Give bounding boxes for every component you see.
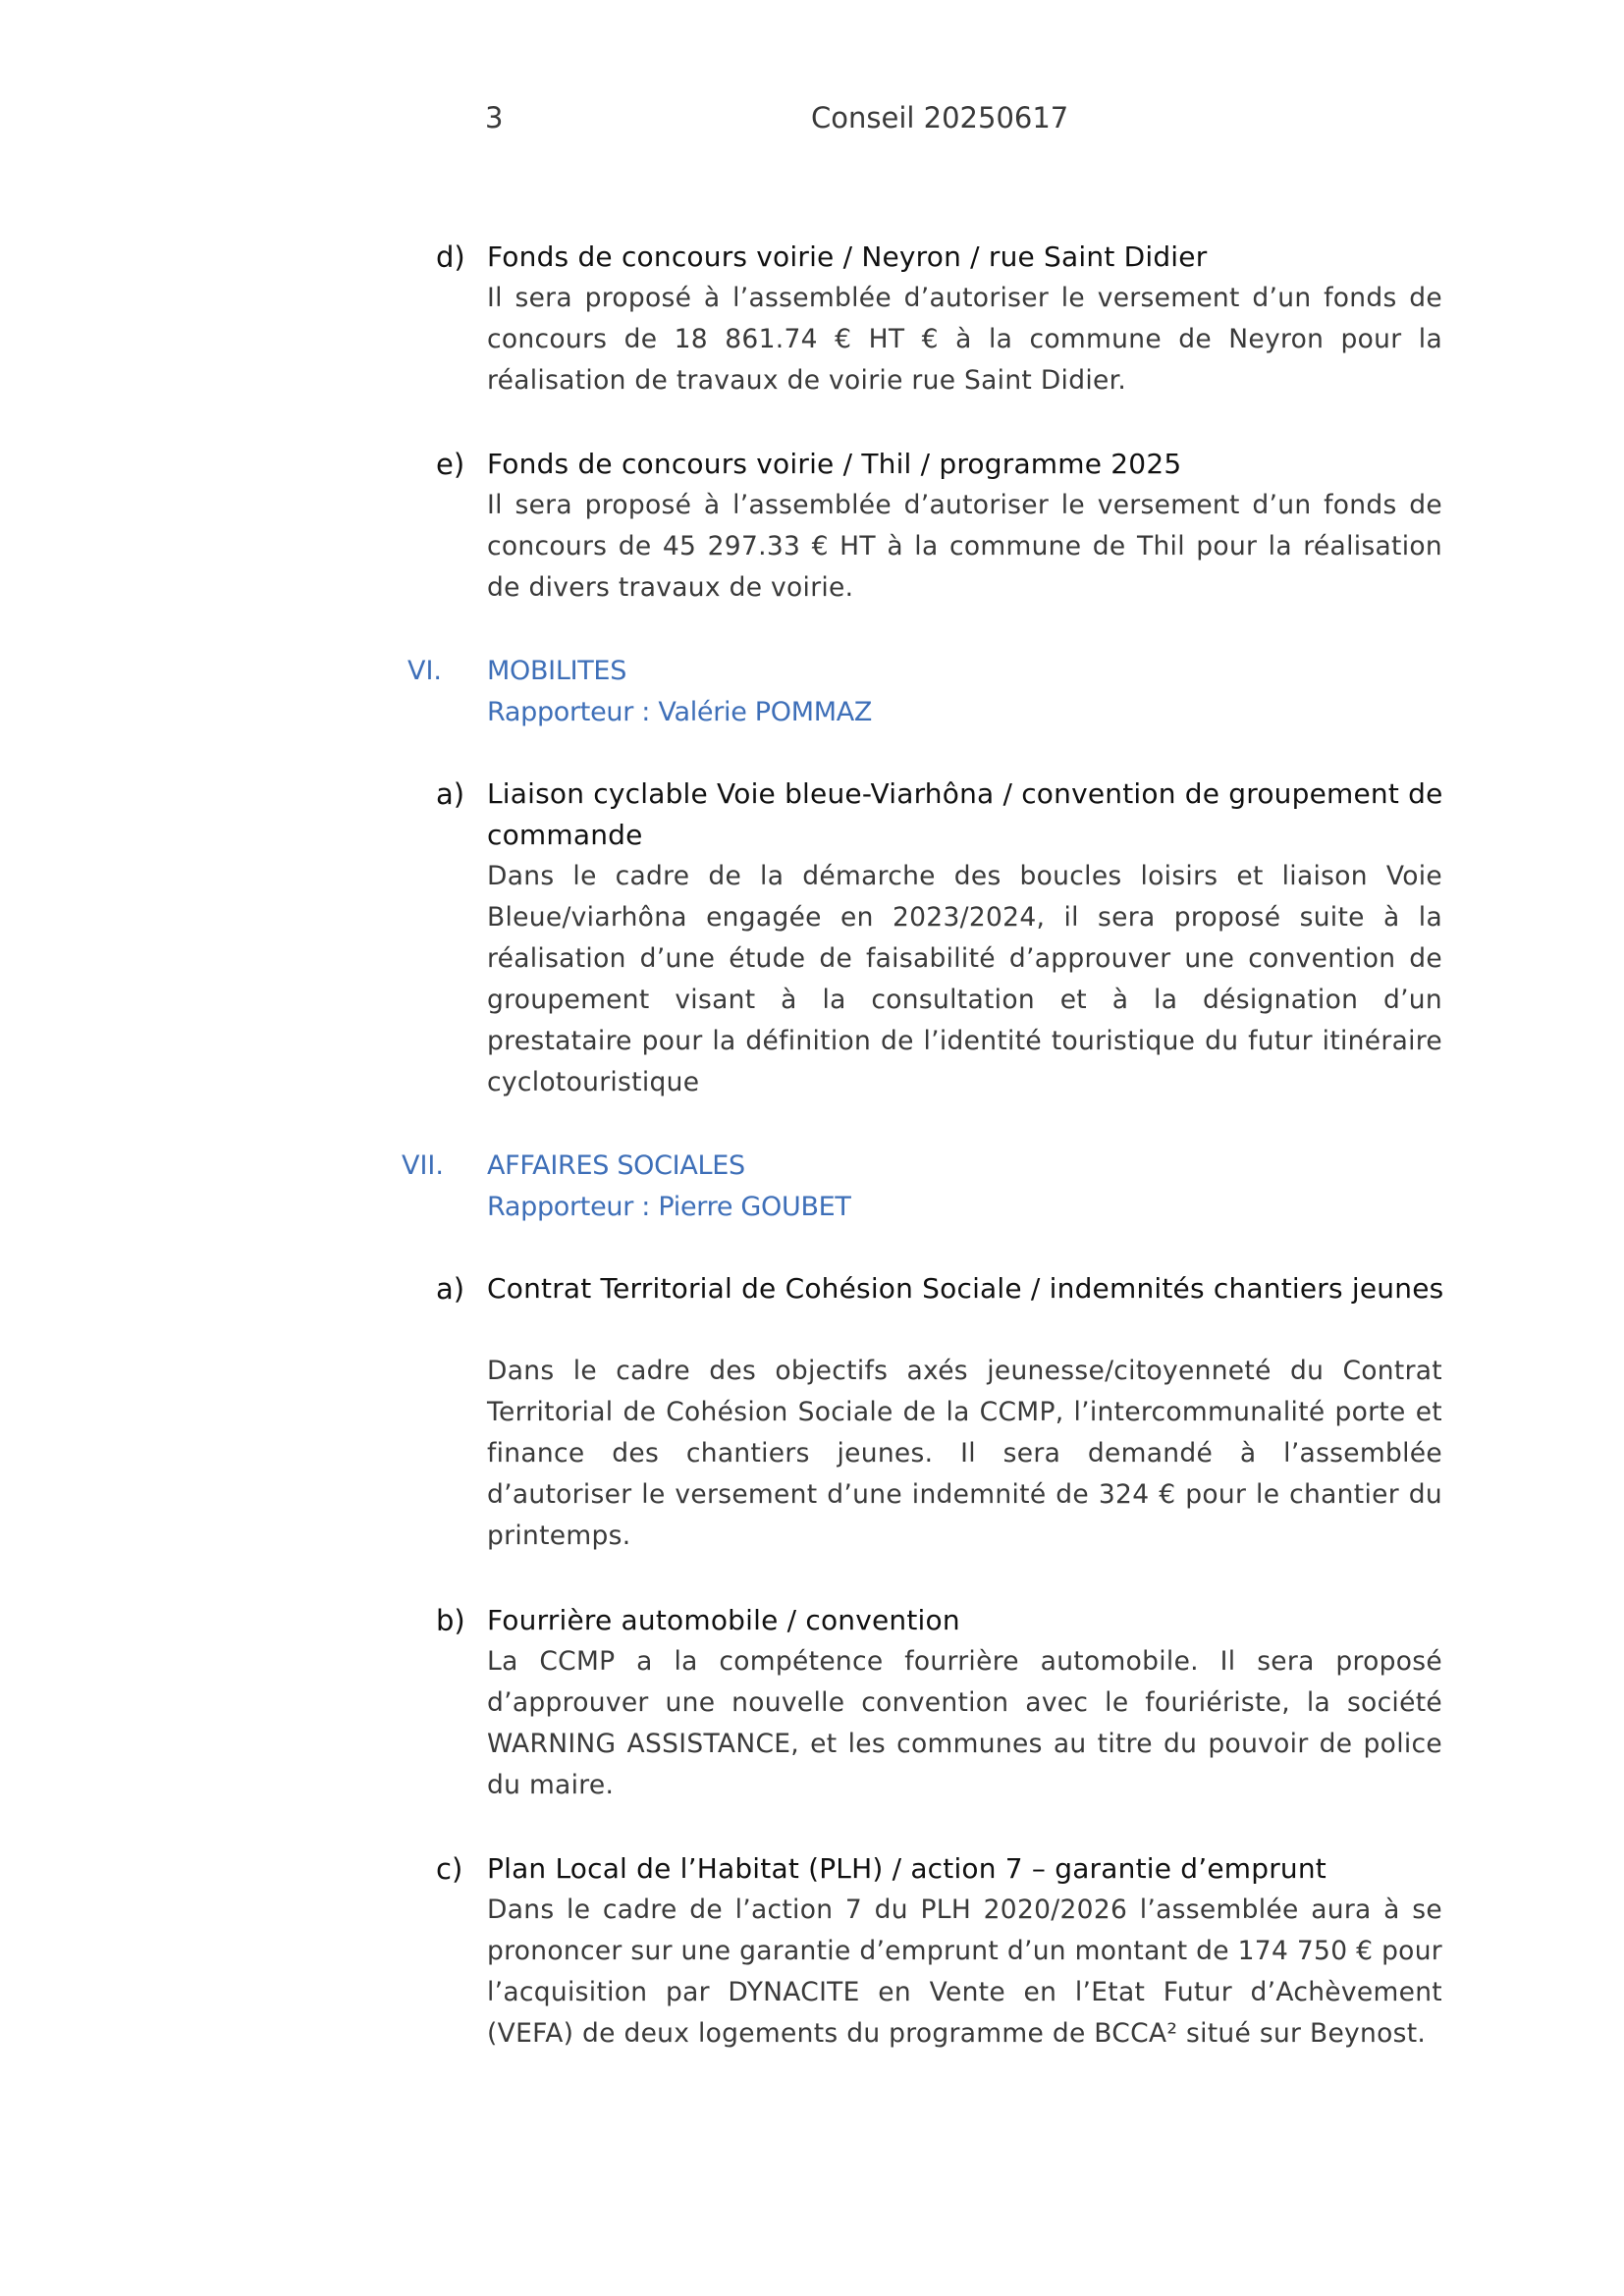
section-rapporteur: Rapporteur : Valérie POMMAZ (487, 697, 873, 727)
item-letter: b) (436, 1604, 465, 1637)
item-letter: d) (436, 240, 465, 274)
item-title: Liaison cyclable Voie bleue-Viarhôna / convention de groupement de commande (487, 777, 1443, 851)
item-title: Contrat Territorial de Cohésion Sociale / indemnités chantiers jeunes (487, 1272, 1444, 1305)
item-body: Dans le cadre de la démarche des boucles loisirs et liaison Voie Bleue/viarhôna engagée en 2023/2024, il sera proposé suite à la réalisation d’une étude de faisabilité d’approuver une convention de groupement visant à la consultation et à la désignation d’un prestataire pour la définition de l’identité touristique du futur itinéraire cyclotouristique (487, 861, 1442, 1097)
item-body: Il sera proposé à l’assemblée d’autoriser le versement d’un fonds de concours de 45 297.33 € HT à la commune de Thil pour la réalisation de divers travaux de voirie. (487, 490, 1442, 603)
item-body: Il sera proposé à l’assemblée d’autoriser le versement d’un fonds de concours de 18 861.74 € HT € à la commune de Neyron pour la réalisation de travaux de voirie rue Saint Didier. (487, 283, 1442, 396)
page-number: 3 (485, 101, 504, 134)
item-letter: a) (436, 1272, 465, 1306)
item-letter: a) (436, 777, 465, 811)
item-letter: e) (436, 448, 465, 481)
item-body: La CCMP a la compétence fourrière automobile. Il sera proposé d’approuver une nouvelle convention avec le fouriériste, la société WARNING ASSISTANCE, et les communes au titre du pouvoir de police du maire. (487, 1646, 1442, 1800)
item-body: Dans le cadre de l’action 7 du PLH 2020/2026 l’assemblée aura à se prononcer sur une garantie d’emprunt d’un montant de 174 750 € pour l’acquisition par DYNACITE en Vente en l’Etat Futur d’Achèvement (VEFA) de deux logements du programme de BCCA² situé sur Beynost. (487, 1895, 1442, 2049)
section-title: AFFAIRES SOCIALES (487, 1150, 745, 1181)
item-title: Fonds de concours voirie / Thil / programme 2025 (487, 448, 1182, 480)
section-number: VI. (407, 656, 443, 686)
section-rapporteur: Rapporteur : Pierre GOUBET (487, 1192, 851, 1222)
page-header (0, 98, 1624, 137)
section-number: VII. (402, 1150, 444, 1181)
document-title: Conseil 20250617 (811, 101, 1069, 134)
item-title: Plan Local de l’Habitat (PLH) / action 7 – garantie d’emprunt (487, 1852, 1326, 1885)
item-title: Fonds de concours voirie / Neyron / rue Saint Didier (487, 240, 1208, 273)
item-letter: c) (436, 1852, 463, 1886)
section-title: MOBILITES (487, 656, 627, 686)
item-body: Dans le cadre des objectifs axés jeunesse/citoyenneté du Contrat Territorial de Cohésion Sociale de la CCMP, l’intercommunalité porte et finance des chantiers jeunes. Il sera demandé à l’assemblée d’autoriser le versement d’une indemnité de 324 € pour le chantier du printemps. (487, 1356, 1442, 1551)
item-title: Fourrière automobile / convention (487, 1604, 960, 1636)
